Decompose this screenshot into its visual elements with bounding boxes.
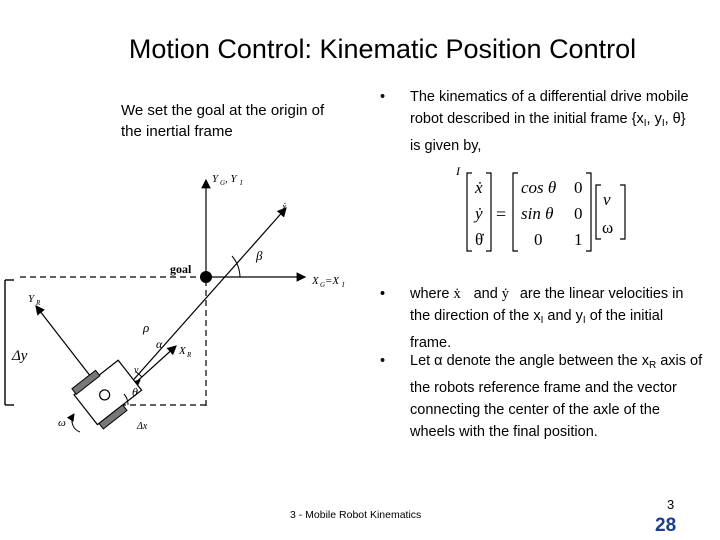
yi-label: , Y	[225, 173, 237, 185]
slide-number: 28	[655, 515, 677, 536]
theta-label: θ	[132, 385, 138, 399]
bullet-dot: •	[380, 89, 386, 105]
xdot-label: ẋ	[282, 202, 287, 213]
intro-text: We set the goal at the origin of the inertial frame	[121, 102, 325, 140]
slide-title: Motion Control: Kinematic Position Control	[128, 34, 637, 64]
bullet-velocities	[380, 283, 695, 354]
goal-point	[200, 271, 212, 283]
beta-label: β	[256, 248, 263, 263]
vector-v: v	[603, 190, 611, 209]
xg-label: X	[312, 275, 319, 287]
bullet-dot: •	[380, 286, 386, 302]
lhs-thetadot: θ̇	[475, 230, 484, 249]
subscript: I	[240, 179, 243, 187]
bullet-alpha-definition	[380, 350, 705, 443]
subscript: R	[187, 351, 192, 359]
robot-position-diagram	[0, 160, 360, 440]
bullet-text-part: , θ} is given by,	[410, 111, 686, 154]
ydot-symbol: ẏ	[501, 286, 510, 302]
slide-number-small: 3	[667, 497, 675, 512]
vector-omega: ω	[602, 218, 614, 237]
dy-label: Δy	[12, 348, 28, 364]
dx-label: Δx	[137, 421, 148, 432]
omega-label: ω	[58, 417, 66, 429]
matrix-cell: sin θ	[521, 204, 554, 223]
subscript: I	[540, 315, 544, 326]
v-label: v	[134, 365, 139, 376]
yr-label: Y	[28, 293, 35, 305]
bullet-text-part: , y	[646, 111, 662, 127]
lhs-xdot: ẋ	[475, 178, 483, 197]
subscript: I	[582, 315, 586, 326]
rho-label: ρ	[143, 320, 150, 335]
frame-label: I	[456, 165, 460, 178]
xr-label: X	[179, 345, 186, 357]
xdot-symbol: ẋ	[453, 286, 461, 302]
omega-arrow	[72, 414, 80, 432]
subscript: G	[320, 281, 326, 289]
matrix-cell: cos θ	[521, 178, 557, 197]
subscript: R	[648, 360, 657, 371]
matrix-cell: 1	[574, 230, 583, 249]
subscript: G	[220, 179, 226, 187]
xi-label: =X	[325, 275, 340, 287]
bullet-text-part: of the initial frame.	[410, 308, 664, 351]
goal-label: goal	[170, 262, 192, 276]
bullet-kinematics	[380, 86, 695, 157]
subscript: I	[342, 281, 345, 289]
equals-sign: =	[496, 204, 507, 224]
bullet-text-part: The kinematics of a differential drive mobile robot described in the initial frame {x	[410, 89, 689, 127]
bullet-text-part: are the linear velocities in the direction of the x	[410, 286, 684, 324]
matrix-cell: 0	[574, 178, 583, 197]
alpha-label: α	[156, 337, 163, 351]
bullet-text-part: where	[410, 286, 450, 302]
yg-label: Y	[212, 173, 219, 185]
kinematics-equation	[450, 165, 630, 257]
bullet-text-part: Let α denote the angle between the x	[410, 353, 649, 369]
subscript: I	[643, 118, 647, 129]
lhs-ydot: ẏ	[475, 204, 483, 223]
matrix-cell: 0	[534, 230, 543, 249]
subscript: R	[36, 299, 41, 307]
footer-text: 3 - Mobile Robot Kinematics	[290, 509, 422, 521]
bullet-text-part: and y	[547, 308, 583, 324]
bullet-text-part: and	[473, 286, 498, 302]
bullet-dot: •	[380, 353, 386, 369]
matrix-cell: 0	[574, 204, 583, 223]
bullet-text-part: axis of the robots reference frame and the vector connecting the center of the axle of the wheels with the final position.	[410, 353, 703, 440]
subscript: I	[661, 118, 665, 129]
